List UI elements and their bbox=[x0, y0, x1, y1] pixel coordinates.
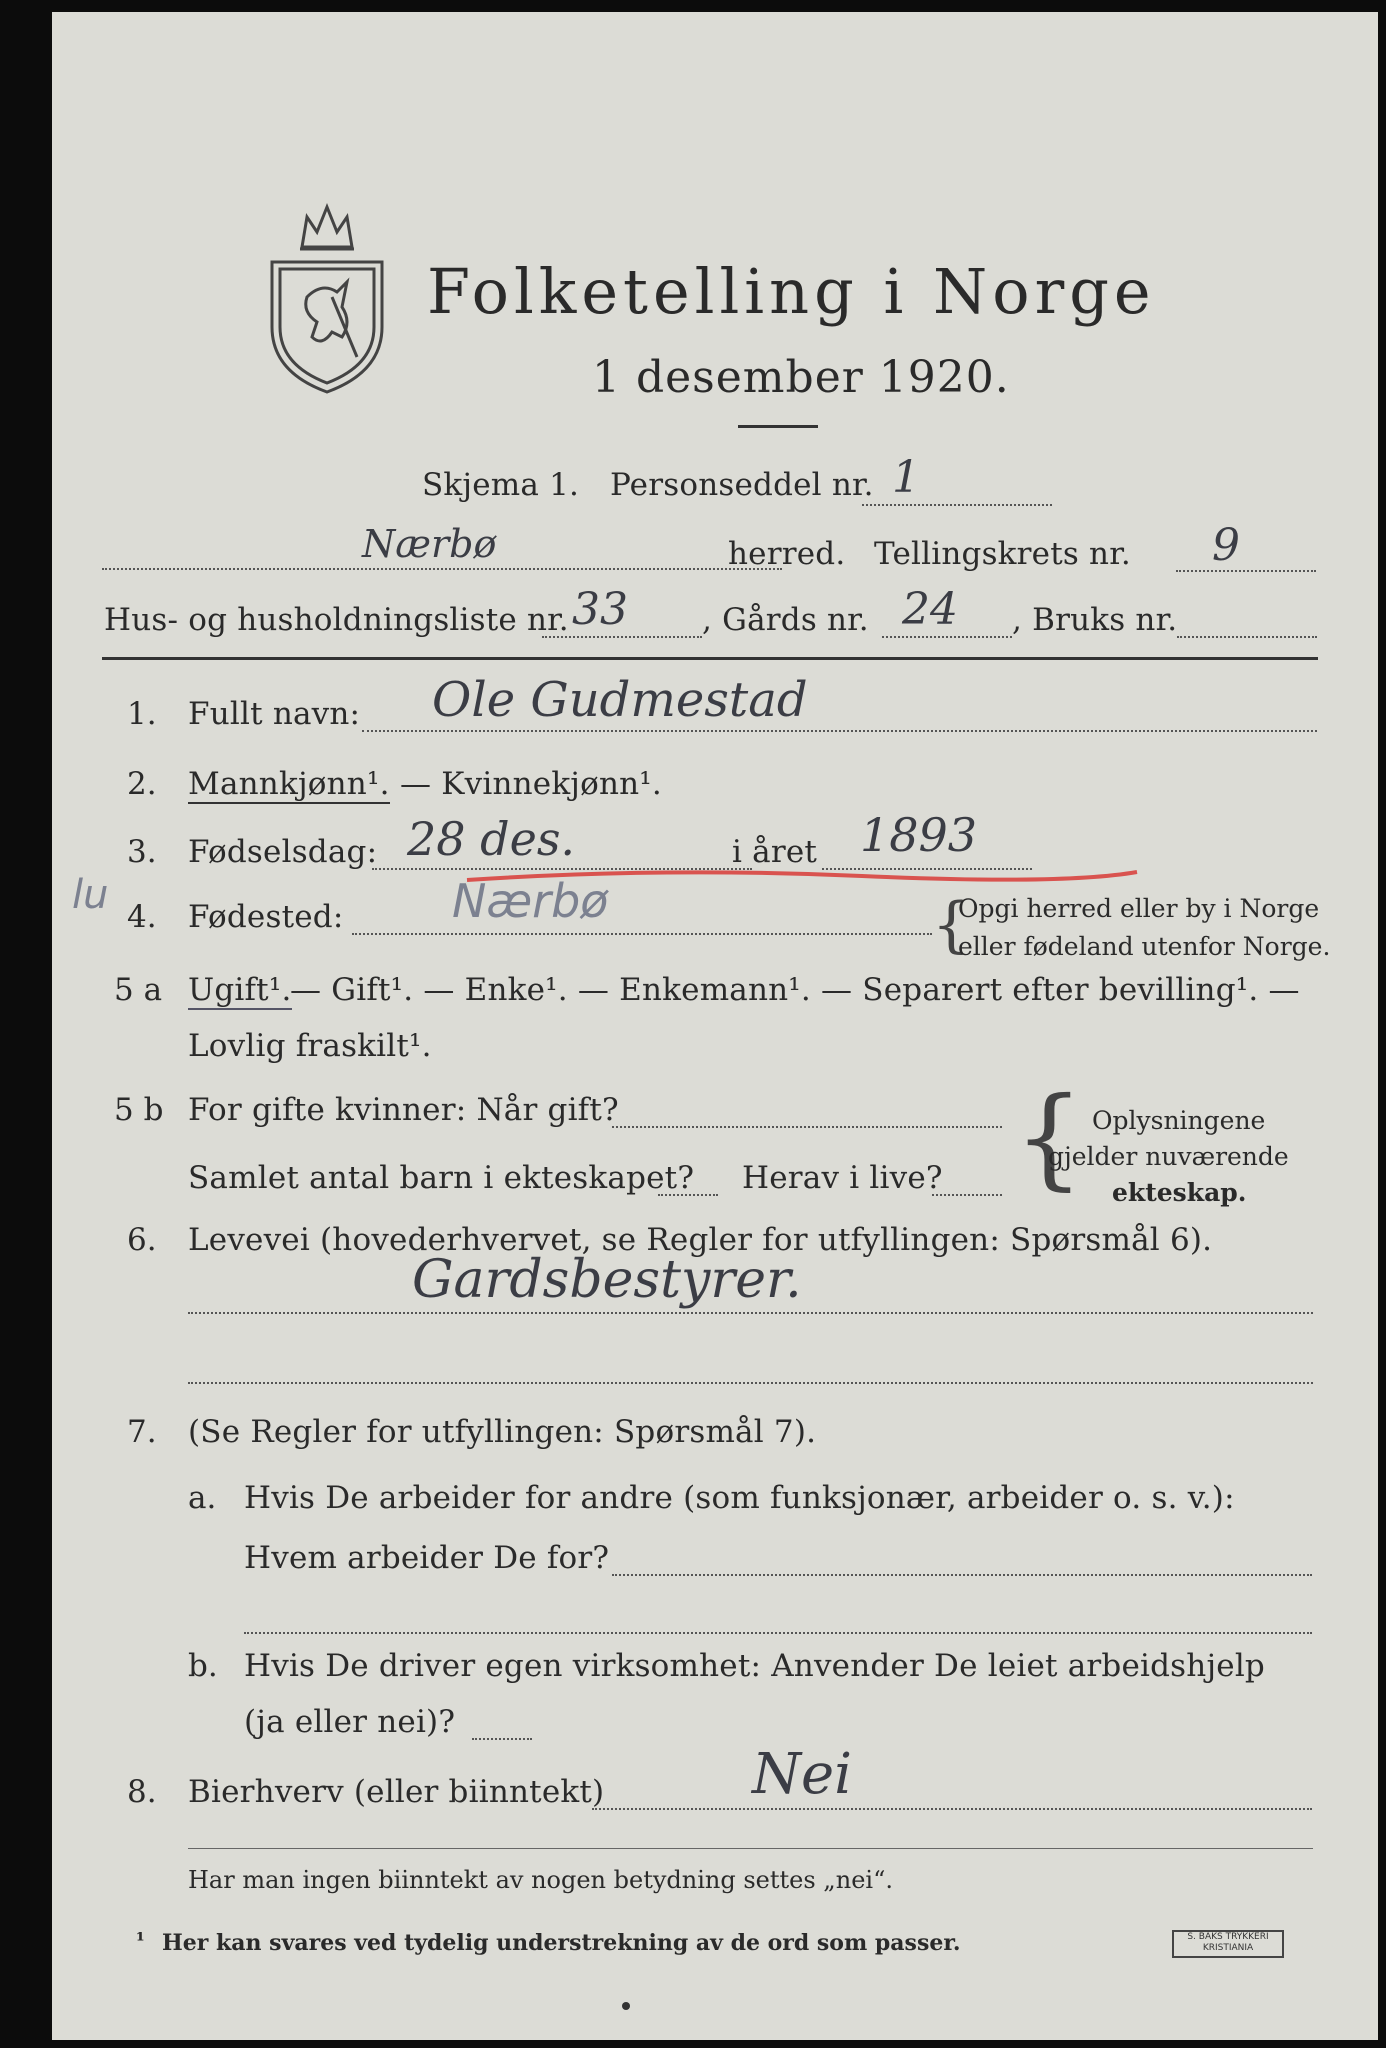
q4-number: 4. bbox=[127, 899, 157, 935]
q3-label: Fødselsdag: bbox=[188, 834, 378, 870]
q7b-line bbox=[472, 1738, 532, 1740]
q5b-alive-line bbox=[932, 1194, 1002, 1196]
q5b-children-line bbox=[658, 1194, 718, 1196]
q7b-line2: (ja eller nei)? bbox=[244, 1704, 456, 1740]
coat-of-arms-icon bbox=[262, 187, 392, 397]
q4-line bbox=[352, 933, 932, 935]
herred-label: herred. bbox=[728, 536, 846, 572]
tellingskrets-value: 9 bbox=[1212, 520, 1240, 571]
q6-label: Levevei (hovederhvervet, se Regler for utfyllingen: Spørsmål 6). bbox=[188, 1222, 1213, 1258]
tellingskrets-label: Tellingskrets nr. bbox=[874, 536, 1131, 572]
q7b-number: b. bbox=[188, 1648, 218, 1684]
herred-value: Nærbø bbox=[362, 522, 497, 566]
page-dot bbox=[622, 2002, 630, 2010]
personseddel-line bbox=[862, 504, 1052, 506]
personseddel-label: Personseddel nr. bbox=[610, 467, 874, 503]
q5b-note-line1: Oplysningene bbox=[1092, 1106, 1266, 1135]
tellingskrets-line bbox=[1176, 570, 1316, 572]
q7a-number: a. bbox=[188, 1480, 217, 1516]
q1-full-name: Ole Gudmestad bbox=[432, 672, 808, 728]
hus-value: 33 bbox=[572, 584, 628, 635]
q1-line bbox=[362, 730, 1317, 732]
gards-line bbox=[882, 636, 1012, 638]
header-divider bbox=[102, 657, 1318, 660]
herred-line bbox=[102, 568, 782, 570]
q7-label: (Se Regler for utfyllingen: Spørsmål 7). bbox=[188, 1414, 817, 1450]
q4-brace: { bbox=[932, 890, 971, 960]
q5b-alive-label: Herav i live? bbox=[742, 1160, 943, 1196]
q5b-married-line bbox=[612, 1126, 1002, 1128]
gards-label: , Gårds nr. bbox=[702, 602, 869, 638]
q6-line2 bbox=[188, 1382, 1313, 1384]
footnote-mark: ¹ bbox=[136, 1928, 145, 1952]
q5b-note-line3: ekteskap. bbox=[1112, 1178, 1247, 1207]
personseddel-value: 1 bbox=[892, 452, 920, 503]
gards-value: 24 bbox=[902, 584, 958, 635]
bruks-label: , Bruks nr. bbox=[1012, 602, 1178, 638]
q5a-ugift: Ugift¹. bbox=[188, 972, 292, 1008]
hus-line bbox=[542, 636, 702, 638]
q5b-number: 5 b bbox=[114, 1092, 164, 1128]
q5b-line1: For gifte kvinner: Når gift? bbox=[188, 1092, 619, 1128]
footnote-text: Her kan svares ved tydelig understrekning av de ord som passer. bbox=[162, 1930, 961, 1956]
q3-birthday: 28 des. bbox=[407, 812, 576, 866]
footer-note: Har man ingen biinntekt av nogen betydning settes „nei“. bbox=[188, 1866, 893, 1894]
q7b-line1: Hvis De driver egen virksomhet: Anvender De leiet arbeidshjelp bbox=[244, 1648, 1265, 1684]
q8-value: Nei bbox=[752, 1742, 853, 1807]
q5a-lovlig-fraskilt: Lovlig fraskilt¹. bbox=[188, 1028, 432, 1064]
form-date: 1 desember 1920. bbox=[592, 352, 1010, 403]
q4-birthplace: Nærbø bbox=[452, 874, 609, 928]
q5b-children-label: Samlet antal barn i ekteskapet? bbox=[188, 1160, 695, 1196]
q4-note-line1: Opgi herred eller by i Norge bbox=[958, 894, 1320, 923]
q7-number: 7. bbox=[127, 1414, 157, 1450]
printer-stamp-line2: KRISTIANIA bbox=[1202, 1943, 1254, 1953]
title-divider bbox=[738, 425, 818, 428]
q7a-line2: Hvem arbeider De for? bbox=[244, 1540, 610, 1576]
q5b-brace: { bbox=[1014, 1073, 1084, 1201]
census-form-page bbox=[52, 12, 1378, 2040]
hus-label: Hus- og husholdningsliste nr. bbox=[104, 602, 569, 638]
q6-number: 6. bbox=[127, 1222, 157, 1258]
q8-label: Bierhverv (eller biinntekt) bbox=[188, 1774, 605, 1810]
q3-year-label: i året bbox=[732, 834, 818, 870]
q3-year: 1893 bbox=[860, 808, 978, 862]
q1-label: Fullt navn: bbox=[188, 696, 361, 732]
q5a-options: — Gift¹. — Enke¹. — Enkemann¹. — Separert efter bevilling¹. — bbox=[290, 972, 1300, 1008]
q2-number: 2. bbox=[127, 766, 157, 802]
q6-occupation: Gardsbestyrer. bbox=[412, 1250, 802, 1310]
skjema-label: Skjema 1. bbox=[422, 467, 580, 503]
q2-mannkjonn: Mannkjønn¹. bbox=[188, 766, 390, 802]
q5a-number: 5 a bbox=[114, 972, 163, 1008]
q4-label: Fødested: bbox=[188, 899, 344, 935]
form-title: Folketelling i Norge bbox=[427, 255, 1156, 328]
printer-stamp-line1: S. BAKS TRYKKERI bbox=[1187, 1932, 1269, 1942]
q8-number: 8. bbox=[127, 1774, 157, 1810]
footer-divider bbox=[188, 1848, 1313, 1849]
q3-number: 3. bbox=[127, 834, 157, 870]
q4-note-line2: eller fødeland utenfor Norge. bbox=[958, 932, 1331, 961]
q1-number: 1. bbox=[127, 696, 157, 732]
q6-line1 bbox=[188, 1312, 1313, 1314]
q7a-line-extra bbox=[244, 1632, 1312, 1634]
q2-kvinnekjonn: — Kvinnekjønn¹. bbox=[400, 766, 662, 802]
q7a-line bbox=[612, 1574, 1312, 1576]
q5b-note-line2: gjelder nuværende bbox=[1048, 1142, 1289, 1171]
q4-margin-mark: lu bbox=[72, 872, 109, 918]
printer-stamp bbox=[1172, 1930, 1284, 1958]
q8-line bbox=[592, 1808, 1312, 1810]
q7a-line1: Hvis De arbeider for andre (som funksjonær, arbeider o. s. v.): bbox=[244, 1480, 1235, 1516]
bruks-line bbox=[1177, 636, 1317, 638]
